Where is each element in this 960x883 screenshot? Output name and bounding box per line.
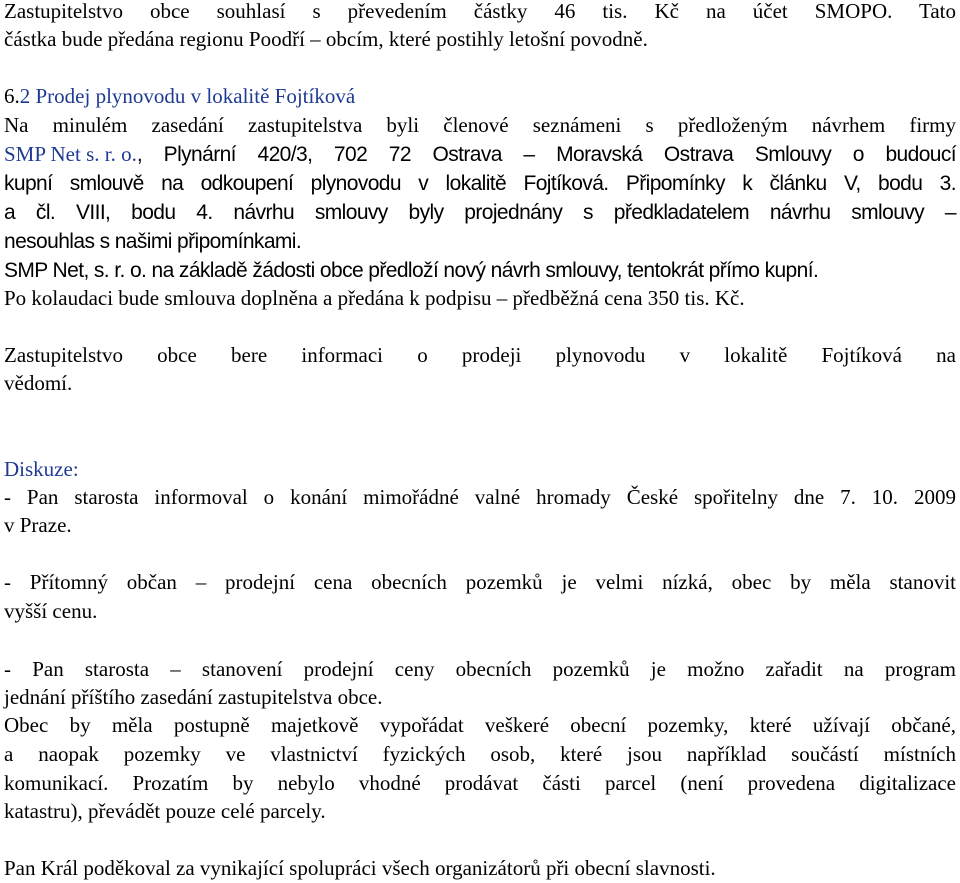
paragraph-line: [4, 140, 956, 169]
heading-title: 2 Prodej plynovodu v lokalitě Fojtíková: [19, 84, 356, 108]
discussion-line: vyšší cenu.: [4, 599, 98, 623]
paragraph-line: Zastupitelstvo obce bere informaci o prodeji plynovodu v lokalitě Fojtíková na: [4, 343, 956, 367]
discussion-line: a naopak pozemky ve vlastnictví fyzických osob, které jsou například součástí místních: [4, 742, 956, 766]
paragraph-line: SMP Net, s. r. o. na základě žádosti obce předloží nový návrh smlouvy, tentokrát přímo kupní.: [4, 259, 819, 282]
heading-number: 6.: [4, 84, 20, 108]
company-name: SMP Net s. r. o.: [4, 142, 137, 166]
discussion-line: komunikací. Prozatím by nebylo vhodné prodávat části parcel (není provedena digitalizace: [4, 771, 956, 795]
discussion-line: jednání příštího zasedání zastupitelstva obce.: [4, 685, 383, 709]
paragraph-line: a čl. VIII, bodu 4. návrhu smlouvy byly projednány s předkladatelem návrhu smlouvy –: [4, 201, 956, 224]
discussion-line: v Praze.: [4, 513, 72, 537]
paragraph-line: částka bude předána regionu Poodří – obcím, které postihly letošní povodně.: [4, 27, 648, 51]
section-heading: [4, 82, 355, 111]
discussion-line: - Pan starosta – stanovení prodejní ceny obecních pozemků je možno zařadit na program: [4, 657, 956, 681]
discussion-label: Diskuze:: [4, 457, 79, 481]
closing-line: Pan Král poděkoval za vynikající spolupráci všech organizátorů při obecní slavnosti.: [4, 856, 716, 880]
paragraph-line: kupní smlouvě na odkoupení plynovodu v lokalitě Fojtíková. Připomínky k článku V, bodu 3.: [4, 172, 956, 195]
paragraph-line: Po kolaudaci bude smlouva doplněna a předána k podpisu – předběžná cena 350 tis. Kč.: [4, 286, 745, 310]
discussion-line: Obec by měla postupně majetkově vypořádat veškeré obecní pozemky, které užívají občané,: [4, 713, 956, 737]
company-address: , Plynární 420/3, 702 72 Ostrava – Moravská Ostrava Smlouvy o budoucí: [136, 143, 956, 166]
paragraph-line: nesouhlas s našimi připomínkami.: [4, 230, 302, 253]
discussion-line: - Pan starosta informoval o konání mimořádné valné hromady České spořitelny dne 7. 10. 2009: [4, 485, 956, 509]
discussion-line: katastru), převádět pouze celé parcely.: [4, 799, 326, 823]
paragraph-line: Na minulém zasedání zastupitelstva byli členové seznámeni s předloženým návrhem firmy: [4, 113, 956, 137]
paragraph-line: vědomí.: [4, 371, 73, 395]
discussion-line: - Přítomný občan – prodejní cena obecních pozemků je velmi nízká, obec by měla stanovit: [4, 570, 956, 594]
paragraph-line: Zastupitelstvo obce souhlasí s převedením částky 46 tis. Kč na účet SMOPO. Tato: [4, 0, 956, 23]
